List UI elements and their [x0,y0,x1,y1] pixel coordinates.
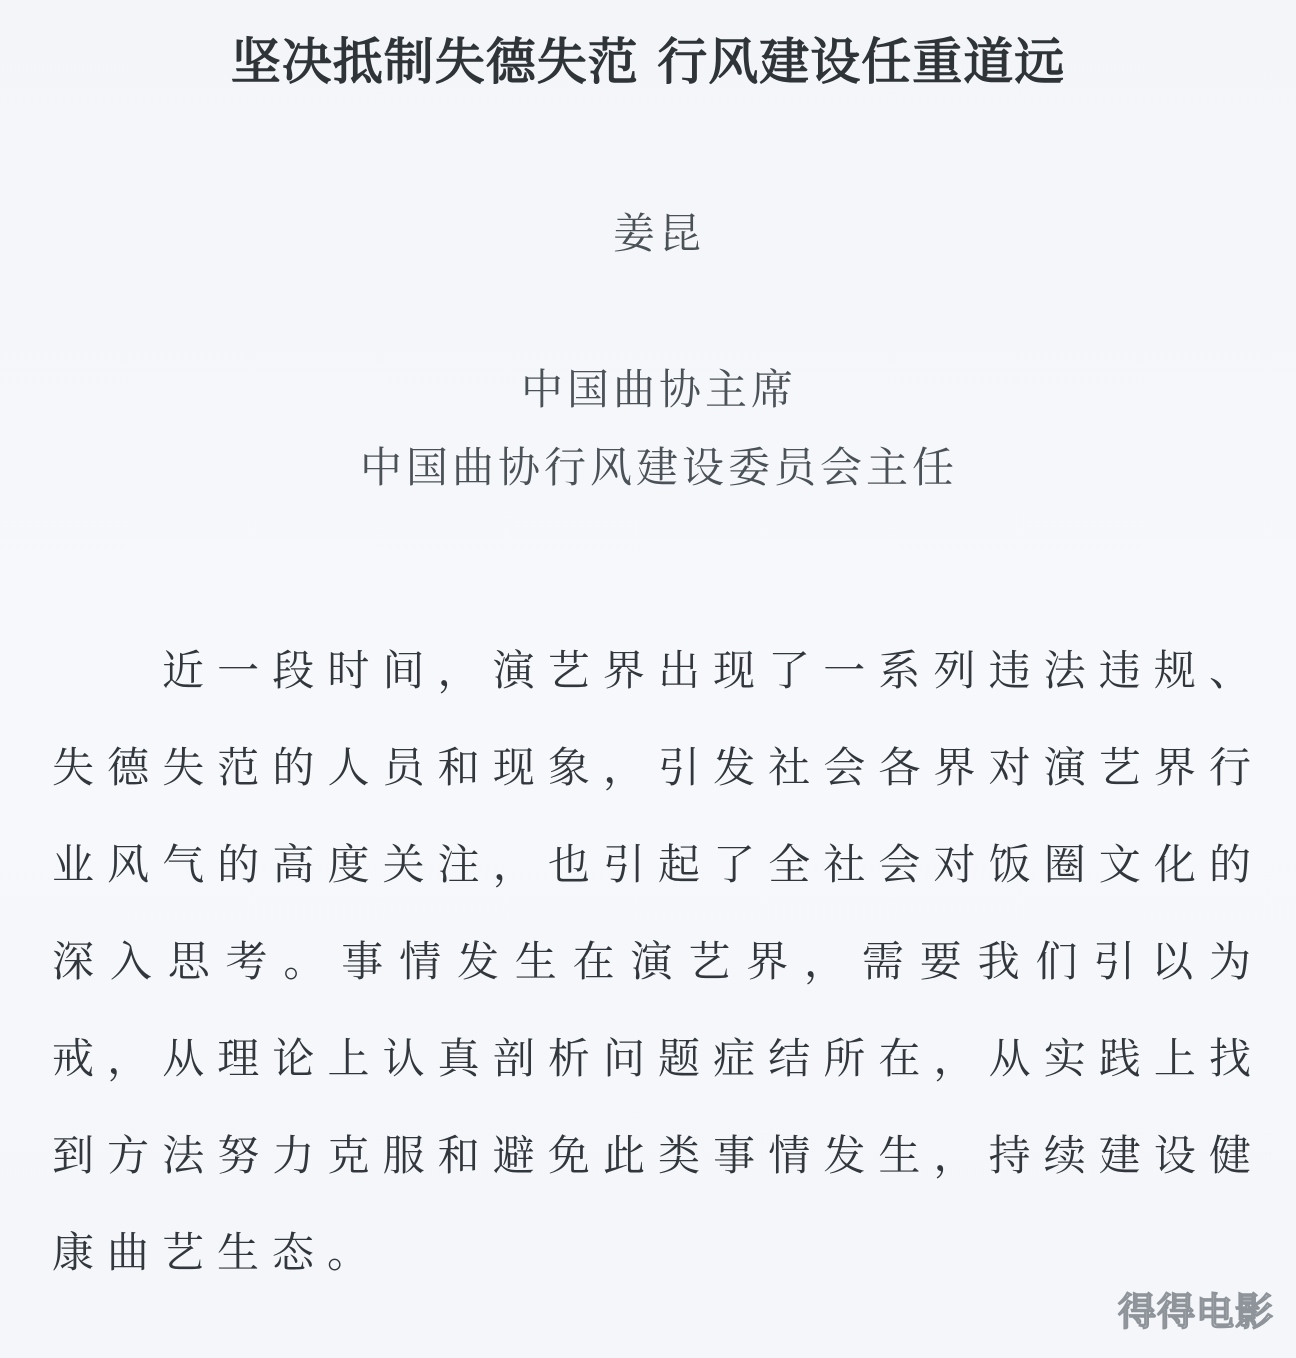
author-role-committee-director: 中国曲协行风建设委员会主任 [359,443,958,492]
article-title: 坚决抵制失德失范 行风建设任重道远 [230,33,1066,91]
article-paragraph: 近一段时间，演艺界出现了一系列违法违规、失德失范的人员和现象，引发社会各界对演艺界行业风气的高度关注，也引起了全社会对饭圈文化的深入思考。事情发生在演艺界，需要我们引以为戒，从理论上认真剖析问题症结所在，从实践上找到方法努力克服和避免此类事情发生，持续建设健康曲艺生态。 [52,646,1264,1277]
author-name: 姜昆 [612,209,705,258]
author-role-chairman: 中国曲协主席 [520,365,797,414]
watermark-logo-text: 得得电影 [1117,1290,1274,1334]
